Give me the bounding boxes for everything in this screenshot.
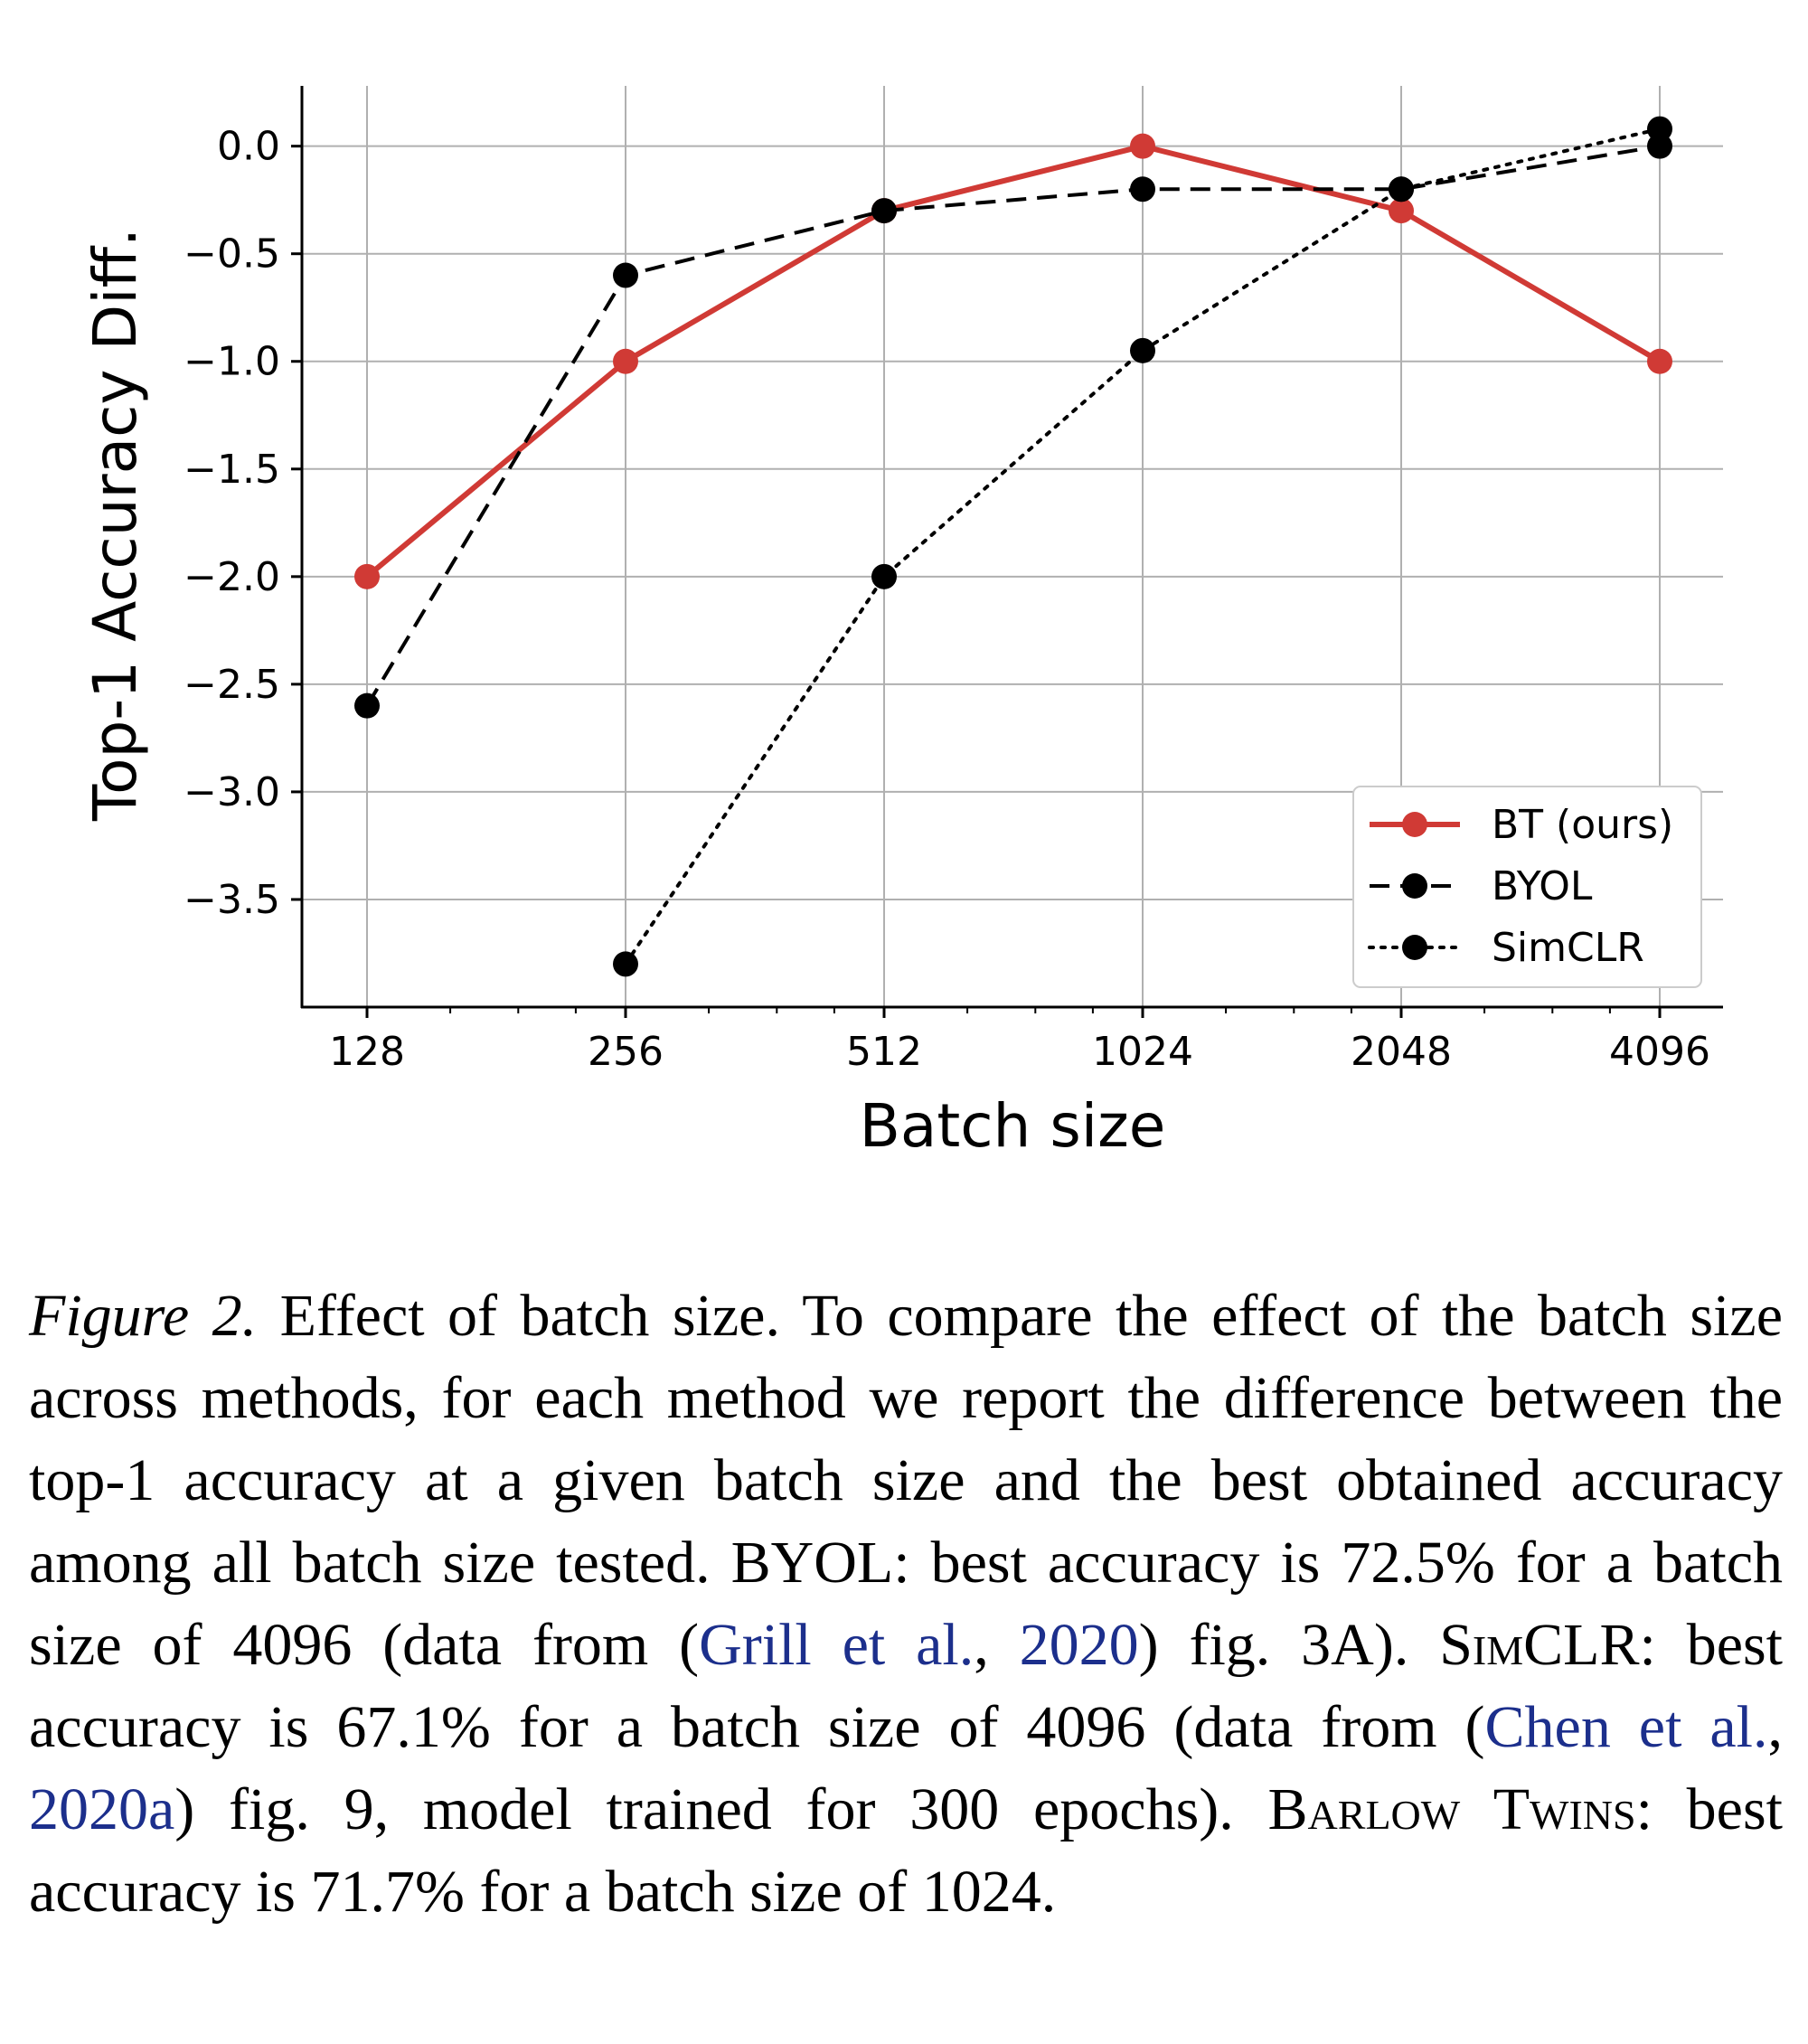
series-line-byol xyxy=(367,146,1660,706)
caption-text: : best accuracy is 72.5% for a batch size of 4096 (data from ( xyxy=(29,1530,1783,1678)
x-axis-label: Batch size xyxy=(859,1091,1166,1161)
caption-text: : best accuracy is 71.7% for a batch size of 1024. xyxy=(29,1776,1783,1925)
data-point xyxy=(871,564,897,589)
figure-caption xyxy=(29,1275,1783,1933)
x-tick-label: 512 xyxy=(846,1029,922,1075)
citation-link-grill[interactable]: Grill et al. xyxy=(699,1612,975,1678)
data-point xyxy=(1647,349,1672,374)
caption-text: ) fig. 3A). xyxy=(1138,1612,1440,1678)
data-point xyxy=(613,263,638,288)
data-point xyxy=(1647,117,1672,142)
y-axis-label: Top-1 Accuracy Diff. xyxy=(80,227,150,822)
y-tick-label: −1.5 xyxy=(184,446,280,493)
data-point xyxy=(354,564,380,589)
citation-link-chen-year[interactable]: 2020a xyxy=(29,1776,175,1842)
x-tick-label: 256 xyxy=(588,1029,664,1075)
caption-text: , xyxy=(1767,1694,1784,1760)
y-tick-label: −2.0 xyxy=(184,553,280,600)
caption-text: Effect of batch size. To compare the effect of the batch size across methods, for each method we report the difference between the top-1 accuracy at a given batch size and the best obtained accuracy among all batch size tested. xyxy=(29,1283,1783,1596)
data-point xyxy=(1130,134,1155,159)
caption-method-byol: BYOL xyxy=(730,1530,894,1596)
data-point xyxy=(354,693,380,719)
legend-marker xyxy=(1402,873,1427,899)
caption-method-simclr: SimCLR xyxy=(1439,1612,1640,1678)
citation-link-chen[interactable]: Chen et al. xyxy=(1484,1694,1768,1760)
x-tick-label: 2048 xyxy=(1351,1029,1452,1075)
legend-label: BT (ours) xyxy=(1492,802,1674,848)
legend xyxy=(1353,787,1701,987)
caption-text: : best accuracy is 67.1% for a batch size of 4096 (data from ( xyxy=(29,1612,1784,1760)
y-tick-label: 0.0 xyxy=(217,123,280,170)
y-tick-label: −1.0 xyxy=(184,338,280,385)
legend-marker xyxy=(1402,935,1427,960)
figure-label: Figure 2. xyxy=(29,1283,258,1349)
x-tick-label: 1024 xyxy=(1092,1029,1193,1075)
y-tick-label: −3.0 xyxy=(184,768,280,815)
legend-label: SimCLR xyxy=(1492,925,1644,971)
caption-method-barlow-twins: Barlow Twins xyxy=(1267,1776,1636,1842)
y-tick-label: −3.5 xyxy=(184,876,280,923)
data-point xyxy=(613,349,638,374)
data-point xyxy=(871,198,897,223)
data-point xyxy=(1389,176,1414,202)
legend-label: BYOL xyxy=(1492,863,1593,909)
citation-link-grill-year[interactable]: 2020 xyxy=(1019,1612,1139,1678)
x-tick-label: 128 xyxy=(329,1029,405,1075)
caption-text: , xyxy=(974,1612,1020,1678)
data-point xyxy=(1130,176,1155,202)
legend-marker xyxy=(1402,812,1427,837)
y-tick-label: −0.5 xyxy=(184,231,280,278)
y-tick-label: −2.5 xyxy=(184,661,280,708)
data-point xyxy=(1389,198,1414,223)
data-point xyxy=(613,951,638,976)
x-tick-label: 4096 xyxy=(1609,1029,1710,1075)
caption-text: ) fig. 9, model trained for 300 epochs). xyxy=(174,1776,1268,1842)
data-point xyxy=(1130,338,1155,363)
